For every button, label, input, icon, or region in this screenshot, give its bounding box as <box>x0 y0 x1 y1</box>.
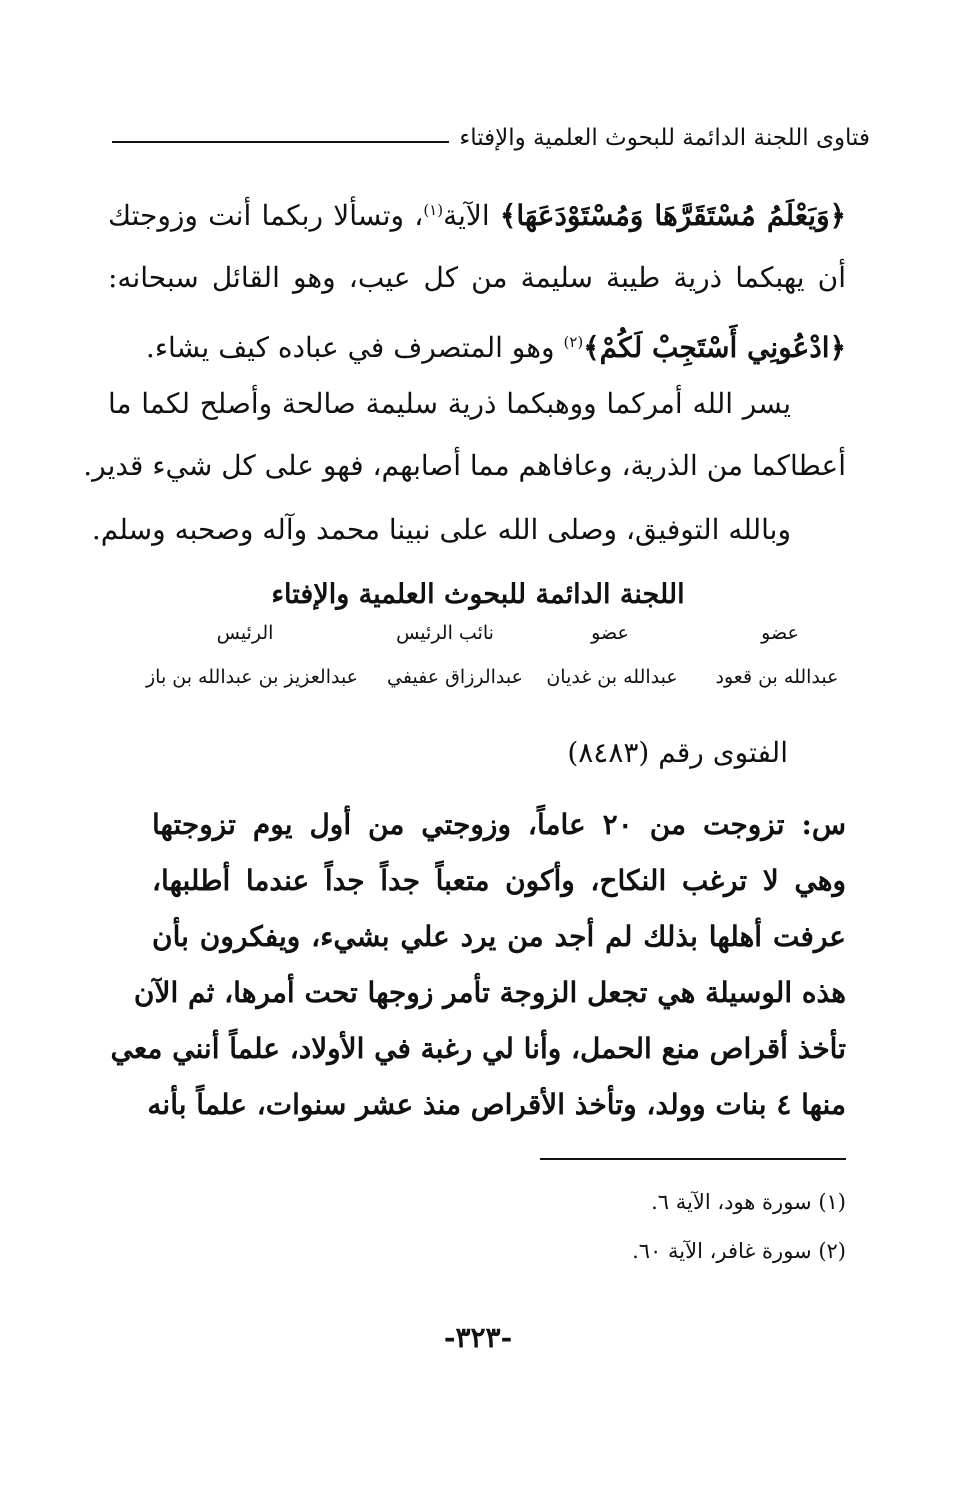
footnote-1: (١) سورة هود، الآية ٦. <box>651 1190 846 1214</box>
fatwa-number: الفتوى رقم (٨٤٨٣) <box>567 736 788 769</box>
question-line-5: تأخذ أقراص منع الحمل، وأنا لي رغبة في الأولاد، علماً أنني معي <box>110 1032 846 1065</box>
page-number: -٣٢٣- <box>443 1321 513 1354</box>
question-line-2: وهي لا ترغب النكاح، وأكون متعباً جداً جداً عندما أطلبها، <box>152 864 847 897</box>
line-1-text: ، وتسألا ربكما أنت وزوجتك <box>108 199 424 232</box>
role-vice-president: نائب الرئيس <box>396 622 494 644</box>
signature-names <box>140 666 840 696</box>
quran-verse-1: ﴿وَيَعْلَمُ مُسْتَقَرَّهَا وَمُسْتَوْدَعَهَا﴾ <box>499 199 846 232</box>
body-line-4: يسر الله أمركما ووهبكما ذرية سليمة صالحة وأصلح لكما ما <box>108 387 791 420</box>
name-member-2: عبدالله بن غديان <box>546 666 678 688</box>
body-line-3 <box>108 322 846 368</box>
role-member-2: عضو <box>591 622 629 644</box>
role-president: الرئيس <box>216 622 274 644</box>
question-line-3: عرفت أهلها بذلك لم أجد من يرد علي بشيء، ويفكرون بأن <box>152 920 846 953</box>
signature-roles <box>140 622 840 652</box>
question-line-6: منها ٤ بنات وولد، وتأخذ الأقراص منذ عشر سنوات، علماً بأنه <box>147 1088 846 1121</box>
header-rule <box>112 141 449 143</box>
body-line-1 <box>108 190 846 236</box>
footnote-separator <box>540 1158 846 1160</box>
body-line-6: وبالله التوفيق، وصلى الله على نبينا محمد وآله وصحبه وسلم. <box>91 513 791 546</box>
name-vice-president: عبدالرزاق عفيفي <box>387 666 523 688</box>
body-line-5: أعطاكما من الذرية، وعافاهم مما أصابهم، فهو على كل شيء قدير. <box>83 449 846 482</box>
question-line-4: هذه الوسيلة هي تجعل الزوجة تأمر زوجها تحت أمرها، ثم الآن <box>133 976 846 1009</box>
footnote-2: (٢) سورة غافر، الآية ٦٠. <box>632 1239 846 1263</box>
question-line-1: س: تزوجت من ٢٠ عاماً، وزوجتي من أول يوم تزوجتها <box>152 808 846 841</box>
name-member-1: عبدالله بن قعود <box>715 666 839 688</box>
quran-verse-2: ﴿ادْعُونِي أَسْتَجِبْ لَكُمْ﴾ <box>583 331 846 364</box>
line-3-text: وهو المتصرف في عباده كيف يشاء. <box>145 331 564 364</box>
footnote-ref-1: (١) <box>423 201 444 219</box>
running-header <box>112 118 870 158</box>
header-title: فتاوى اللجنة الدائمة للبحوث العلمية والإفتاء <box>459 125 870 151</box>
verse-word: الآية <box>443 199 500 232</box>
body-line-2: أن يهبكما ذرية طيبة سليمة من كل عيب، وهو القائل سبحانه: <box>108 261 846 294</box>
role-member-1: عضو <box>761 622 799 644</box>
footnote-ref-2: (٢) <box>563 333 584 351</box>
name-president: عبدالعزيز بن عبدالله بن باز <box>145 666 359 688</box>
committee-title: اللجنة الدائمة للبحوث العلمية والإفتاء <box>271 579 685 610</box>
